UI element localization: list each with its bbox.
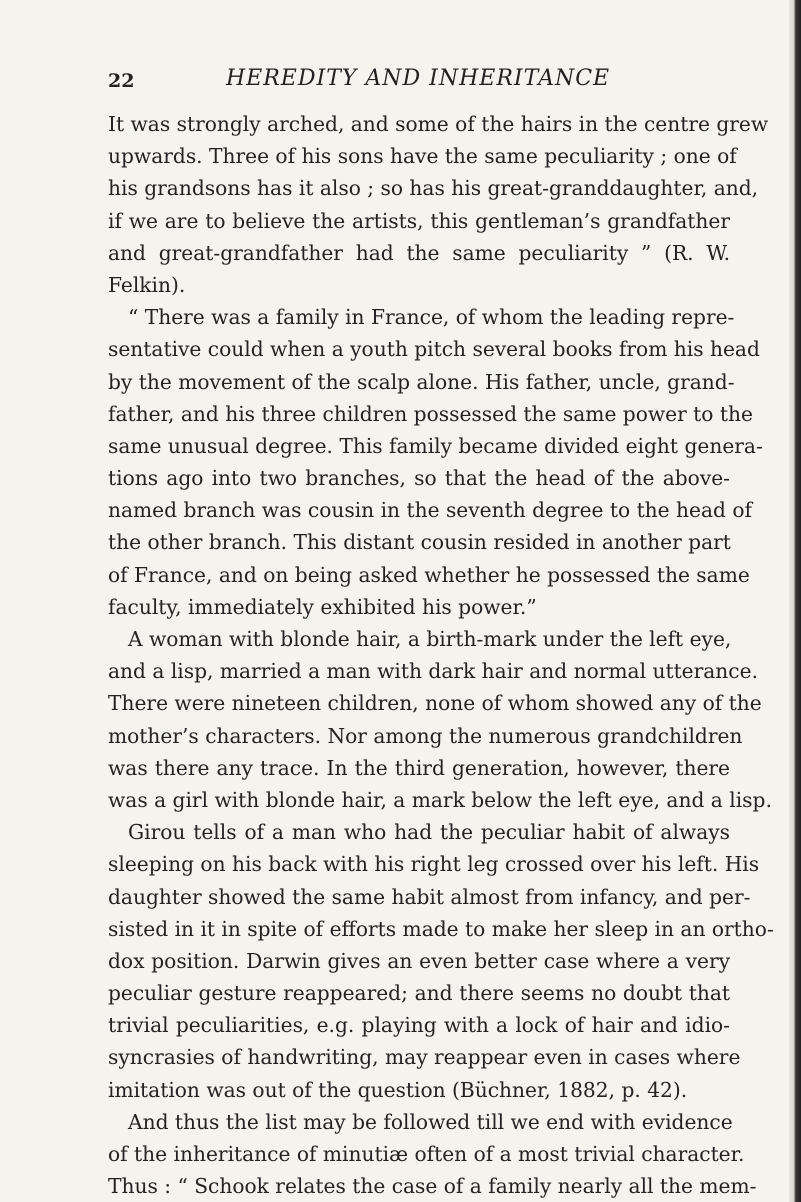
text-line: his grandsons has it also ; so has his great-granddaughter, and, [108, 176, 759, 201]
text-line: Girou tells of a man who had the peculiar habit of always [128, 820, 730, 845]
text-line: trivial peculiarities, e.g. playing with a lock of hair and idio- [108, 1013, 730, 1038]
text-line: sentative could when a youth pitch several books from his head [108, 337, 760, 362]
text-line: by the movement of the scalp alone. His father, uncle, grand- [108, 369, 735, 394]
text-line: And thus the list may be followed till we end with evidence [128, 1109, 733, 1134]
text-line: There were nineteen children, none of whom showed any of the [108, 691, 762, 716]
text-line: faculty, immediately exhibited his power.” [108, 594, 537, 619]
text-line: sisted in it in spite of efforts made to make her sleep in an ortho- [108, 916, 774, 941]
text-line: sleeping on his back with his right leg crossed over his left. His [108, 852, 760, 877]
text-line: father, and his three children possessed the same power to the [108, 401, 753, 426]
text-line: same unusual degree. This family became divided eight genera- [108, 433, 763, 458]
text-line: of the inheritance of minutiæ often of a most trivial character. [108, 1142, 745, 1166]
text-line: was a girl with blonde hair, a mark below the left eye, and a lisp. [108, 787, 772, 812]
text-line: It was strongly arched, and some of the hairs in the centre grew [108, 112, 769, 136]
running-title: HEREDITY AND INHERITANCE [226, 66, 611, 91]
text-line: and great-grandfather had the same peculiarity ” (R. W. [108, 240, 730, 265]
text-line: the other branch. This distant cousin resided in another part [108, 530, 731, 555]
text-line: mother’s characters. Nor among the numerous grandchildren [108, 723, 743, 748]
text-line: was there any trace. In the third generation, however, there [108, 755, 730, 780]
text-line: and a lisp, married a man with dark hair and normal utterance. [108, 659, 758, 684]
text-line: peculiar gesture reappeared; and there seems no doubt that [108, 981, 730, 1006]
page-edge-shadow [789, 0, 801, 1202]
text-line: A woman with blonde hair, a birth-mark under the left eye, [128, 627, 732, 651]
body-text [108, 108, 774, 1202]
text-line: “ There was a family in France, of whom the leading repre- [128, 305, 735, 330]
text-line: Felkin). [108, 272, 186, 297]
text-line: tions ago into two branches, so that the head of the above- [108, 466, 730, 491]
text-line: daughter showed the same habit almost from infancy, and per- [108, 884, 751, 909]
text-line: dox position. Darwin gives an even better case where a very [108, 948, 730, 973]
text-line: if we are to believe the artists, this gentleman’s grandfather [108, 208, 730, 233]
text-line: of France, and on being asked whether he possessed the same [108, 562, 750, 587]
text-line: syncrasies of handwriting, may reappear even in cases where [108, 1045, 741, 1070]
text-line: imitation was out of the question (Büchner, 1882, p. 42). [108, 1077, 688, 1102]
text-line: named branch was cousin in the seventh degree to the head of [108, 498, 752, 523]
text-line: Thus : “ Schook relates the case of a family nearly all the mem- [108, 1174, 757, 1199]
text-line: upwards. Three of his sons have the same peculiarity ; one of [108, 144, 737, 169]
page-number: 22 [108, 70, 135, 92]
page-header [108, 62, 728, 96]
